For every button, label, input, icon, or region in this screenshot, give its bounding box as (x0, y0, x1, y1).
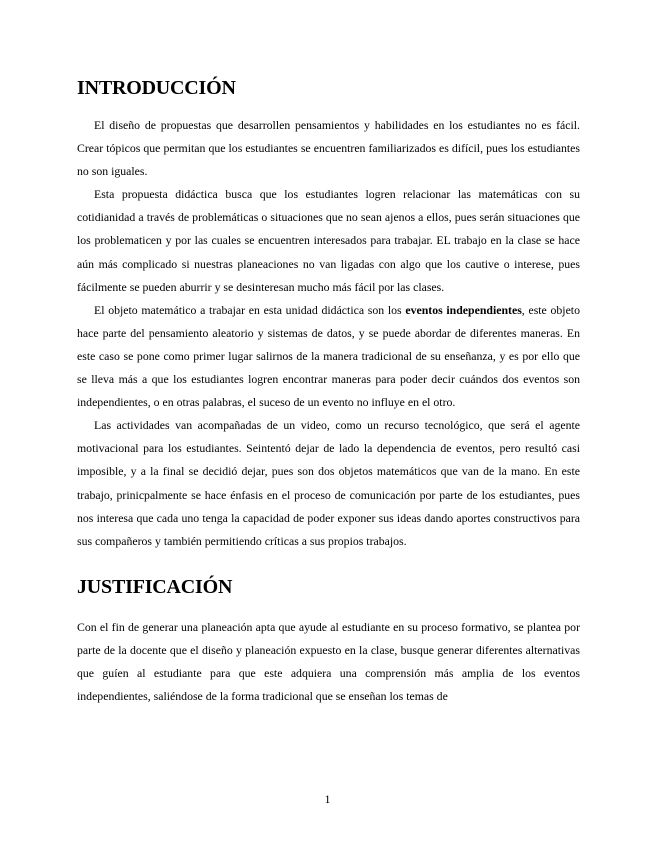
introduccion-paragraph-4: Las actividades van acompañadas de un video, como un recurso tecnológico, que será el agente motivacional para los estudiantes. Seintentó dejar de lado la dependencia de eventos, pero resultó casi imposible, y a la final se decidió dejar, pues son dos objetos matemáticos que van de la mano. En este trabajo, prinicpalmente se hace énfasis en el proceso de comunicación por parte de los estudiantes, pues nos interesa que cada uno tenga la capacidad de poder exponer sus ideas dando aportes constructivos para sus compañeros y también permitiendo críticas a sus propios trabajos. (77, 418, 580, 548)
section-title-introduccion: INTRODUCCIÓN (77, 77, 236, 99)
introduccion-paragraph-2: Esta propuesta didáctica busca que los estudiantes logren relacionar las matemáticas con su cotidianidad a través de problemáticas o situaciones que no sean ajenos a ellos, pues serán situaciones que los problematicen y por las cuales se encuentren interesados para trabajar. EL trabajo en la clase se hace aún más complicado si nuestras planeaciones no van ligadas con algo que los cautive o interese, pues fácilmente se pueden aburrir y se desinteresan mucho más fácil por las clases. (77, 187, 580, 294)
bold-term-eventos-independientes: eventos independientes (405, 302, 522, 317)
introduccion-paragraph-1: El diseño de propuestas que desarrollen pensamientos y habilidades en los estudiantes no es fácil. Crear tópicos que permitan que los estudiantes se encuentren familiarizados es difícil, pues los estudiantes no son iguales. (77, 118, 580, 179)
page-content (77, 76, 580, 708)
paragraph-3-text-before: El objeto matemático a trabajar en esta unidad didáctica son los (94, 302, 406, 317)
section-title-justificacion: JUSTIFICACIÓN (77, 575, 233, 598)
introduccion-paragraph-3 (77, 299, 580, 414)
justificacion-paragraph-1: Con el fin de generar una planeación apta que ayude al estudiante en su proceso formativo, se plantea por parte de la docente que el diseño y planeación expuesto en la clase, busque generar diferentes alternativas que guíen al estudiante para que este adquiera una comprensión más amplia de los eventos independientes, saliéndose de la forma tradicional que se enseñan los temas de (77, 619, 580, 704)
paragraph-3-text-after: , este objeto hace parte del pensamiento aleatorio y sistemas de datos, y se puede abordar de diferentes maneras. En este caso se pone como primer lugar salirnos de la manera tradicional de su enseñanza, y es por ello que se lleva más a que los estudiantes logren encontrar maneras para poder decir cuándos dos eventos son independientes, o en otras palabras, el suceso de un evento no influye en el otro. (77, 302, 580, 410)
page-number: 1 (324, 792, 331, 806)
